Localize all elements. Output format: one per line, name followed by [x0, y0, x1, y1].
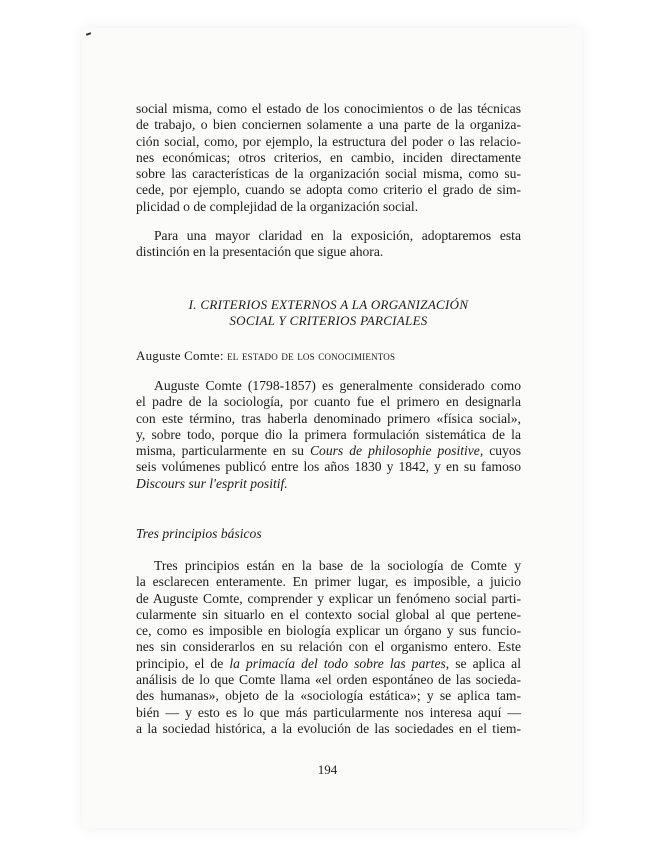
section-title — [136, 348, 521, 364]
text-line: la esclarecen enteramente. En primer lugar, es imposible, a juicio — [136, 574, 521, 590]
text-line: ce, como es imposible en biología explicar un órgano y sus funcio- — [136, 623, 521, 639]
section-title-rest: : el estado de los conocimientos — [219, 348, 396, 363]
chapter-heading-line-1: I. CRITERIOS EXTERNOS A LA ORGANIZACIÓN — [188, 297, 469, 312]
text-fragment: principio, el de — [136, 655, 230, 671]
text-line: el padre de la sociología, por cuanto fue el primero en designarla — [136, 394, 521, 410]
text-line: cularmente sin situarlo en el contexto social global al que pertene- — [136, 606, 521, 622]
text-line: bién — y esto es lo que más particularmente nos interesa aquí — — [136, 704, 521, 720]
text-line: y, sobre todo, porque dio la primera formulación sistemática de la — [136, 426, 521, 442]
text-line: análisis de lo que Comte llama «el orden espontáneo de las socieda- — [136, 672, 521, 688]
text-line: sobre las características de la organización social misma, como su- — [136, 166, 521, 182]
intro-paragraph — [136, 101, 521, 215]
principles-paragraph — [136, 558, 521, 737]
text-line: a la sociedad histórica, a la evolución de las sociedades en el tiem- — [136, 720, 521, 736]
chapter-heading — [136, 297, 521, 328]
text-line: distinción en la presentación que sigue ahora. — [136, 244, 384, 260]
text-line: Auguste Comte (1798-1857) es generalmente considerado como — [154, 378, 521, 393]
text-line — [136, 443, 521, 459]
text-line: ción social, como, por ejemplo, la estructura del poder o las relacio- — [136, 133, 521, 149]
text-line: Tres principios están en la base de la sociología de Comte y — [154, 558, 521, 573]
text-line: plicidad o de complejidad de la organización social. — [136, 198, 419, 214]
text-line — [136, 656, 521, 672]
text-line: de trabajo, o bien conciernen solamente a una parte de la organiza- — [136, 117, 521, 133]
clarity-paragraph — [136, 228, 521, 261]
text-line: cede, por ejemplo, cuando se adopta como criterio el grado de sim- — [136, 182, 521, 198]
text-line: de Auguste Comte, comprender y explicar un fenómeno social parti- — [136, 590, 521, 606]
section-title-name: Auguste Comte — [136, 348, 220, 363]
text-line: nes sin considerarlos en su relación con el organismo entero. Este — [136, 639, 521, 655]
text-line: con este término, tras haberla denominado primero «física social», — [136, 410, 521, 426]
subheading: Tres principios básicos — [136, 526, 262, 541]
text-fragment: cuyos — [483, 443, 521, 459]
text-line — [136, 476, 521, 492]
text-fragment: misma, particularmente en su — [136, 443, 310, 459]
emphasis: la primacía del todo sobre las partes, — [229, 655, 450, 671]
chapter-heading-line-2: SOCIAL Y CRITERIOS PARCIALES — [229, 312, 428, 328]
text-line: seis volúmenes publicó entre los años 1830 y 1842, y en su famoso — [136, 459, 521, 475]
comte-paragraph — [136, 378, 521, 492]
page-number: 194 — [317, 762, 338, 777]
book-title: Discours sur l'esprit positif. — [136, 475, 288, 491]
text-line: nes económicas; otros criterios, en cambio, inciden directamente — [136, 149, 521, 165]
text-line: Para una mayor claridad en la exposición, adoptaremos esta — [154, 228, 521, 243]
text-fragment: se aplica al — [449, 655, 521, 671]
book-title: Cours de philosophie positive, — [309, 443, 484, 459]
text-line: des humanas», objeto de la «sociología estática»; y se aplica tam- — [136, 688, 521, 704]
text-line: social misma, como el estado de los conocimientos o de las técnicas — [136, 101, 521, 116]
